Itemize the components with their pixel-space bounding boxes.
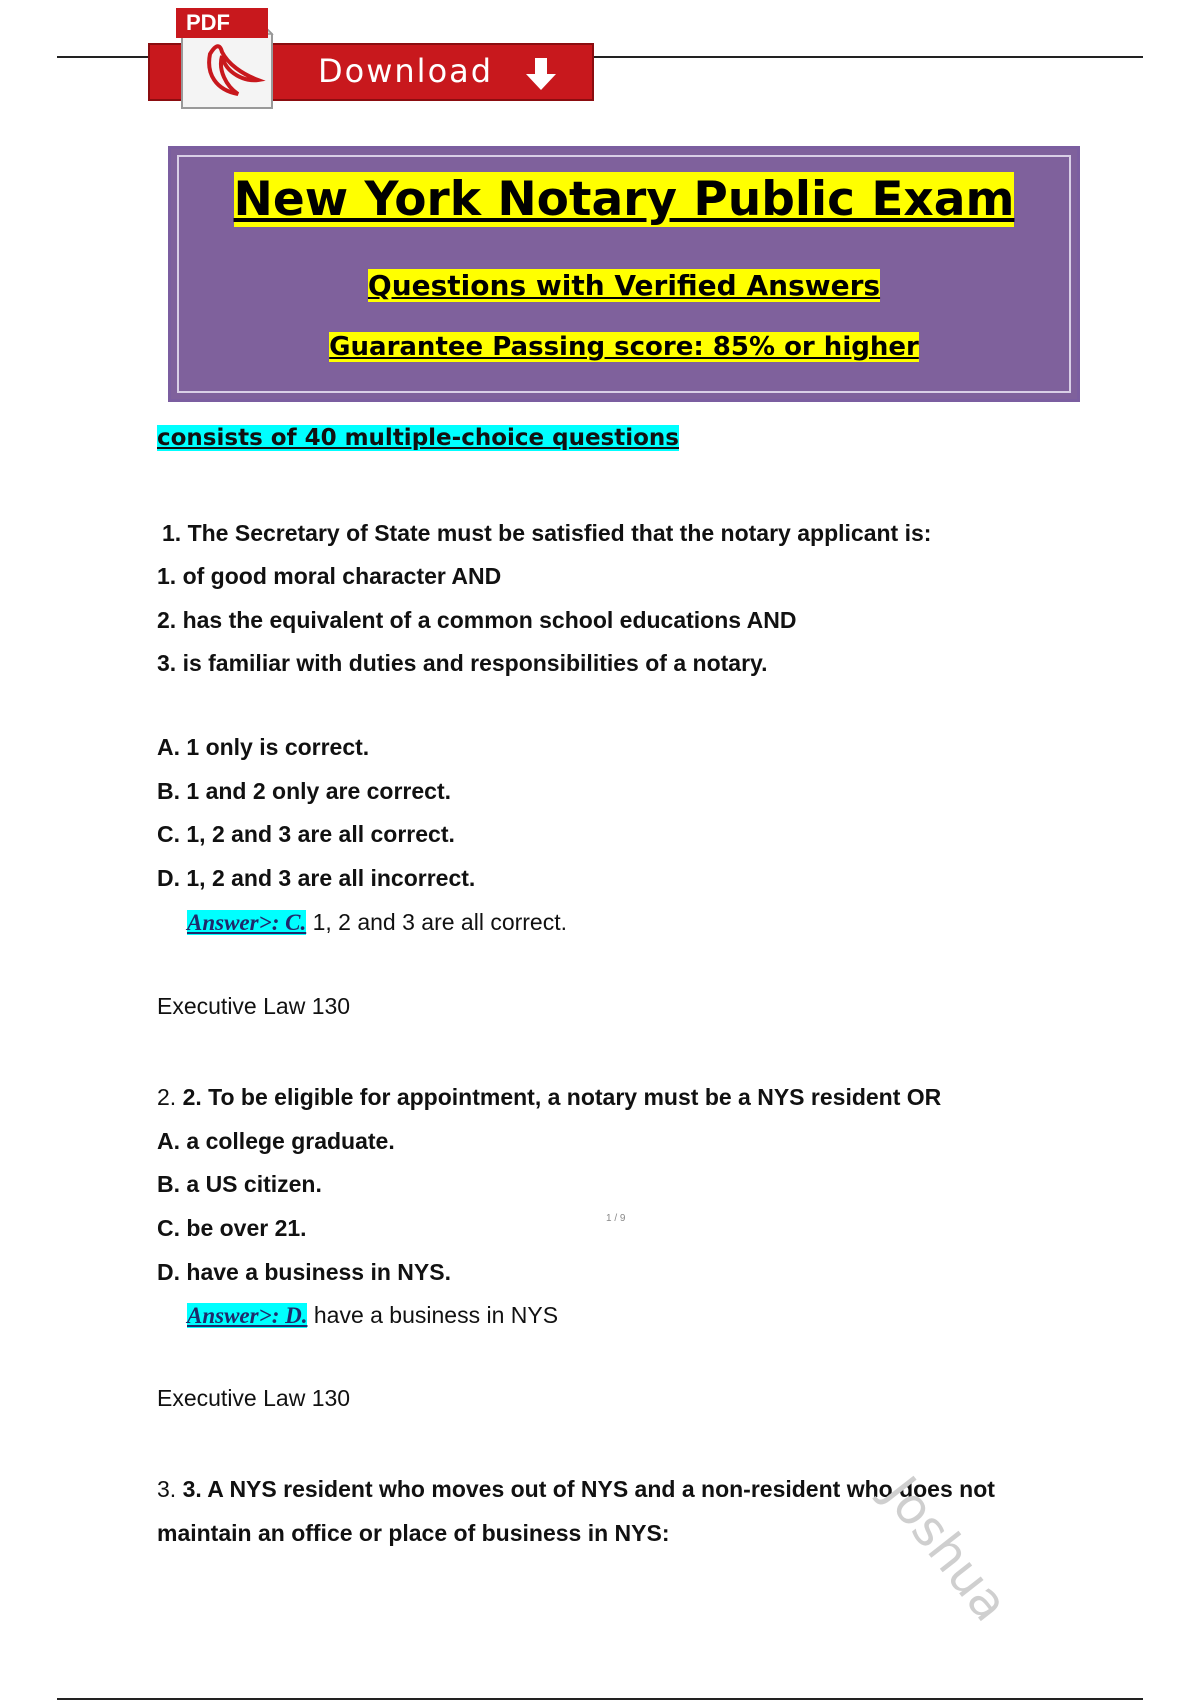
- question-1-option-b: B. 1 and 2 only are correct.: [157, 778, 452, 804]
- title-box: [168, 146, 1080, 402]
- pdf-file-icon: [176, 4, 276, 112]
- question-2-option-a: A. a college graduate.: [157, 1128, 395, 1154]
- question-1-option-c: C. 1, 2 and 3 are all correct.: [157, 821, 455, 847]
- question-2-option-d: D. have a business in NYS.: [157, 1259, 451, 1285]
- watermark: Joshua: [872, 1466, 1020, 1633]
- intro-text: consists of 40 multiple-choice questions: [157, 425, 679, 451]
- question-3-number: 3.: [157, 1476, 183, 1502]
- question-1-option-d: D. 1, 2 and 3 are all incorrect.: [157, 865, 476, 891]
- tagline-row: [171, 331, 1077, 362]
- question-1-statement: 3. is familiar with duties and responsibilities of a notary.: [157, 650, 768, 676]
- passing-score-tagline: Guarantee Passing score: 85% or higher: [329, 332, 919, 362]
- subtitle-row: [171, 269, 1077, 302]
- question-2-answer: [187, 1302, 558, 1329]
- question-2-text: 2. To be eligible for appointment, a notary must be a NYS resident OR: [182, 1084, 942, 1110]
- question-3-prompt: [157, 1476, 995, 1503]
- question-1-prompt: 1. The Secretary of State must be satisfied that the notary applicant is:: [162, 520, 932, 546]
- question-1-answer: [187, 909, 567, 936]
- question-3-prompt-continued: maintain an office or place of business in NYS:: [157, 1520, 670, 1546]
- page-subtitle: Questions with Verified Answers: [367, 269, 881, 302]
- pdf-download-banner[interactable]: [146, 2, 596, 114]
- question-2-option-c: C. be over 21.: [157, 1215, 307, 1241]
- answer-text: have a business in NYS: [307, 1302, 559, 1328]
- page-title-row: [171, 171, 1077, 227]
- page-number: 1 / 9: [606, 1213, 626, 1224]
- question-2-number: 2.: [157, 1084, 183, 1110]
- question-1-statement: 1. of good moral character AND: [157, 563, 502, 589]
- answer-key: Answer>: D.: [187, 1303, 308, 1328]
- question-1-statement: 2. has the equivalent of a common school educations AND: [157, 607, 797, 633]
- question-2-option-b: B. a US citizen.: [157, 1171, 322, 1197]
- page-title: New York Notary Public Exam: [233, 172, 1015, 227]
- question-1-option-a: A. 1 only is correct.: [157, 734, 370, 760]
- download-label[interactable]: Download: [318, 52, 494, 90]
- question-3-text: 3. A NYS resident who moves out of NYS and a non-resident who does not: [182, 1476, 995, 1502]
- question-1-reference: Executive Law 130: [157, 993, 351, 1019]
- question-2-reference: Executive Law 130: [157, 1385, 351, 1411]
- question-2-prompt: [157, 1084, 941, 1111]
- pdf-tag-label: PDF: [176, 8, 268, 38]
- download-arrow-icon[interactable]: [524, 56, 558, 92]
- answer-text: 1, 2 and 3 are all correct.: [306, 909, 568, 935]
- answer-key: Answer>: C.: [187, 910, 307, 935]
